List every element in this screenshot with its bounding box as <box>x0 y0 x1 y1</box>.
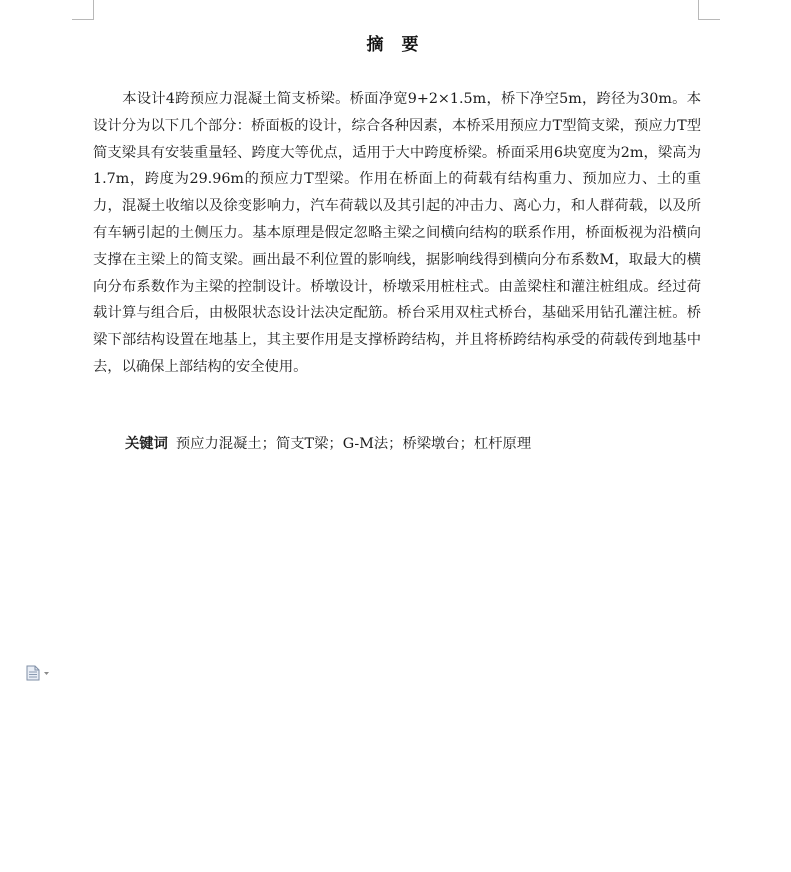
crop-mark-left-horizontal <box>72 19 94 20</box>
keywords-label: 关键词 <box>125 436 168 452</box>
document-icon <box>26 665 52 681</box>
crop-mark-left-vertical <box>93 0 94 20</box>
paste-options-icon[interactable] <box>26 665 52 681</box>
abstract-text: 本设计4跨预应力混凝土简支桥梁。桥面净宽9+2×1.5m，桥下净空5m，跨径为30m。本设计分为以下几个部分：桥面板的设计，综合各种因素，本桥采用预应力T型简支梁，预应力T型简支梁具有安装重量轻、跨度大等优点，适用于大中跨度桥梁。桥面采用6块宽度为2m，梁高为1.7m，跨度为29.96m的预应力T型梁。作用在桥面上的荷载有结构重力、预加应力、土的重力，混凝土收缩以及徐变影响力，汽车荷载以及其引起的冲击力、离心力，和人群荷载，以及所有车辆引起的土侧压力。基本原理是假定忽略主梁之间横向结构的联系作用，桥面板视为沿横向支撑在主梁上的简支梁。画出最不利位置的影响线，据影响线得到横向分布系数M，取最大的横向分布系数作为主梁的控制设计。桥墩设计，桥墩采用桩柱式。由盖梁柱和灌注桩组成。经过荷载计算与组合后，由极限状态设计法决定配筋。桥台采用双柱式桥台，基础采用钻孔灌注桩。桥梁下部结构设置在地基上，其主要作用是支撑桥跨结构，并且将桥跨结构承受的荷载传到地基中去，以确保上部结构的安全使用。 <box>93 91 701 375</box>
crop-mark-right-horizontal <box>698 19 720 20</box>
keywords-line <box>125 433 531 453</box>
keywords-text: 预应力混凝土；简支T梁；G-M法；桥梁墩台；杠杆原理 <box>175 436 532 452</box>
abstract-paragraph <box>93 86 701 381</box>
crop-mark-right-vertical <box>698 0 699 20</box>
page-title: 摘 要 <box>366 35 425 55</box>
